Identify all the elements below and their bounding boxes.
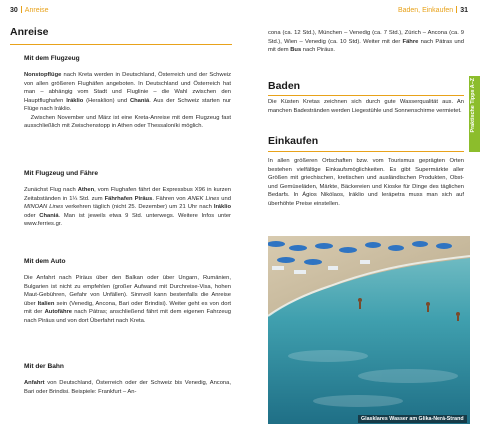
chapter-side-tab — [469, 76, 480, 152]
right-running-head: Baden, Einkaufen — [397, 7, 454, 14]
paragraph-einkaufen: In allen größeren Ortschaften bzw. vom Tourismus geprägten Orten bestehen vielfältige Einkaufsmöglichkeiten. Es gibt Supermärkte aller Größen mit griechischen, kretischen und ausländischen Produkten, Obst- und Gemüseläden, Märkte, Bäckereien und Kioske für Dinge des täglichen Bedarfs. In Ágios Nikólaos, Iráklio und Ierápetra muss man sich auf überhöhte Preise einstellen. — [268, 158, 464, 207]
paragraph-flugzeug-faehre: Zunächst Flug nach Athen, vom Flughafen fährt der Expressbus X96 in kurzen Zeitabständen in 1¼ Std. zum Fährhafen Piräus. Fähren von ANEK Lines und MINOAN Lines verkehren täglich (nicht 25. Dezember) um 21 Uhr nach Iráklio oder Chaniá. Man ist jeweils etwa 9 Std. unterwegs. Weitere Infos unter www.ferries.gr. — [24, 187, 231, 227]
left-running-head: Anreise — [24, 7, 49, 14]
section-heading-einkaufen: Einkaufen — [268, 135, 319, 147]
subheading-auto: Mit dem Auto — [24, 258, 66, 265]
section-heading-baden: Baden — [268, 80, 301, 92]
paragraph-bahn: Anfahrt von Deutschland, Österreich oder der Schweiz bis Venedig, Ancona, Bari oder Brindisi. Beispiele: Frankfurt – An- — [24, 380, 231, 395]
right-page-number: 31 — [460, 7, 468, 14]
subheading-flugzeug: Mit dem Flugzeug — [24, 55, 80, 62]
paragraph-baden: Die Küsten Kretas zeichnen sich durch gute Wasserqualität aus. An manchen Badestränden werden Liegestühle und Sonnenschirme vermietet. — [268, 99, 464, 114]
side-tab-label: Praktische Tipps A–Z — [470, 78, 476, 133]
paragraph-flugzeug: Nonstopflüge nach Kreta werden in Deutschland, Österreich und der Schweiz von allen größeren Flughäfen angeboten. In Deutschland und Österreich hat man – abhängig vom Stadt und Fluglinie – die Wahl zwischen den Hauptflughafen Iráklio (Heraklion) und Chaniá. Aus der Schweiz starten nur Flüge nach Iráklio. Zwischen November und März ist eine Kreta-Anreise mit dem Flugzeug fast ausschließlich mit Zwischenstopp in Athen oder Thessaloníki möglich. — [24, 72, 231, 129]
heading-rule — [10, 44, 232, 45]
beach-illustration — [268, 236, 470, 424]
paragraph-auto: Die Anfahrt nach Piräus über den Balkan oder über Ungarn, Rumänien, Bulgarien ist nicht zu empfehlen (großer Aufwand mit Durchreise-Visa, hohen Maut-Gebühren, Gefahr von Unfällen). Sinnvoll kann bestenfalls die Anreise über Italien sein (Venedig, Ancona, Bari oder Brindisi). Weiter geht es von dort mit der Autofähre nach Pátras; anschließend fährt mit dem eigenen Fahrzeug nach Piräus und von dort Überfahrt nach Kreta. — [24, 275, 232, 324]
section-heading-anreise: Anreise — [10, 26, 49, 38]
left-running-header — [10, 6, 49, 14]
left-page-number: 30 — [10, 7, 18, 14]
heading-rule — [268, 151, 464, 152]
subheading-flugzeug-faehre: Mit Flugzeug und Fähre — [24, 170, 98, 177]
header-divider — [21, 6, 22, 13]
paragraph-bahn-continued: cona (ca. 12 Std.), München – Venedig (ca. 7 Std.), Zürich – Ancona (ca. 9 Std.), Wien – Venedig (ca. 10 Std). Weiter mit der Fähre nach Pátras und mit dem Bus nach Piräus. — [268, 30, 464, 53]
heading-rule — [268, 95, 464, 96]
subheading-bahn: Mit der Bahn — [24, 363, 64, 370]
header-divider — [456, 6, 457, 13]
photo-caption: Glasklares Wasser am Glika-Nerá-Strand — [358, 415, 467, 423]
beach-photo — [268, 236, 470, 424]
right-running-header — [398, 6, 468, 14]
